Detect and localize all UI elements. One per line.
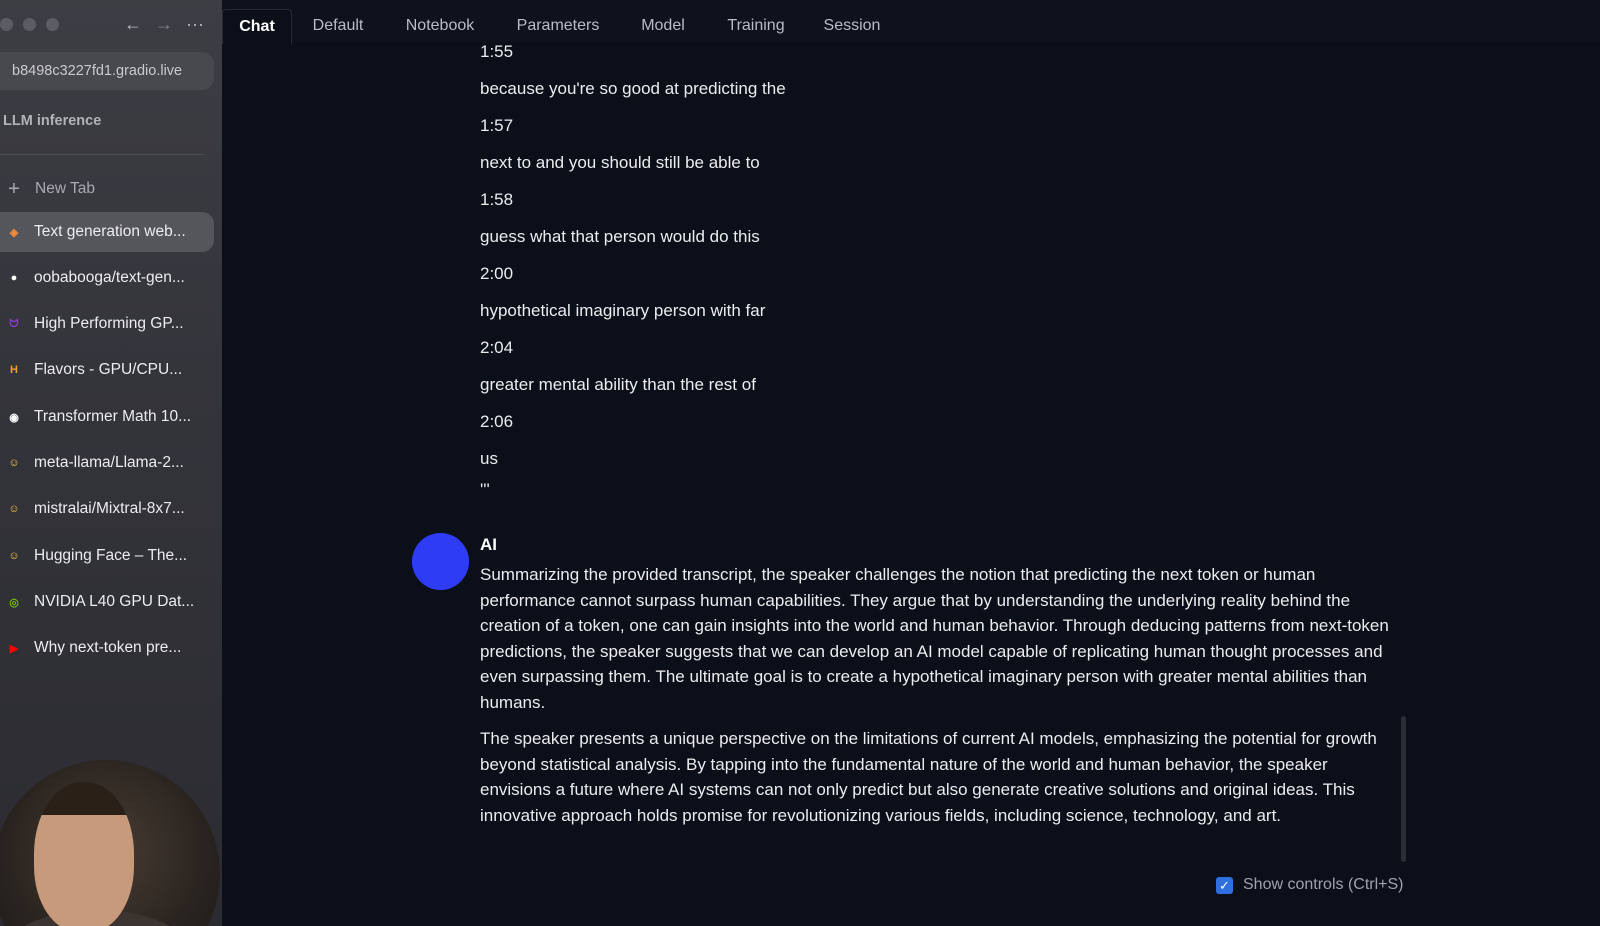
browser-tab-flavors[interactable] — [0, 350, 214, 390]
browser-tab-label: oobabooga/text-gen... — [34, 269, 185, 286]
browser-tab-label: meta-llama/Llama-2... — [34, 454, 184, 471]
tab-model[interactable]: Model — [641, 17, 685, 34]
forward-arrow-icon[interactable]: → — [155, 14, 173, 34]
webcam-person-head — [34, 782, 134, 926]
checkbox-checked-icon[interactable]: ✓ — [1216, 877, 1233, 894]
huggingface-icon: ☺ — [8, 503, 20, 515]
browser-tab-label: Flavors - GPU/CPU... — [34, 361, 183, 378]
browser-tab-label: NVIDIA L40 GPU Dat... — [34, 593, 195, 610]
ai-message-paragraph: The speaker presents a unique perspective on the limitations of current AI models, emphasizing the potential for growth beyond statistical analysis. By tapping into the fundamental nature of the world and human behavior, the speaker envisions a future where AI systems can not only predict but also generate creative solutions and original ideas. This innovative approach holds promise for revolutionizing various fields, including science, technology, and art. — [480, 729, 1377, 825]
gradio-icon: ◈ — [9, 226, 19, 239]
tab-notebook[interactable]: Notebook — [405, 17, 475, 34]
space-label: LLM inference — [3, 113, 102, 129]
youtube-icon: ▶ — [9, 642, 19, 655]
browser-tab-runpod[interactable] — [0, 304, 214, 344]
transcript-text: guess what that person would do this — [480, 227, 760, 246]
browser-tab-hugging-face[interactable] — [0, 536, 214, 576]
browser-tab-label: Text generation web... — [34, 223, 186, 240]
show-controls-toggle[interactable] — [1216, 876, 1404, 894]
nvidia-icon: ◎ — [9, 596, 19, 609]
minimize-window-button[interactable] — [23, 18, 36, 31]
ai-avatar — [412, 533, 469, 590]
more-options-icon[interactable]: ··· — [186, 14, 204, 34]
transcript-timestamp: 1:55 — [480, 42, 514, 61]
browser-tab-label: High Performing GP... — [34, 315, 184, 332]
runpod-icon: ᗢ — [9, 317, 19, 330]
browser-tab-label: Hugging Face – The... — [34, 547, 188, 564]
transcript-text: us — [480, 449, 498, 468]
close-window-button[interactable] — [0, 18, 13, 31]
transcript-text: because you're so good at predicting the — [480, 79, 786, 98]
transcript-text: greater mental ability than the rest of — [480, 375, 756, 394]
huggingface-icon: ☺ — [8, 457, 20, 469]
ai-message-paragraph: Summarizing the provided transcript, the speaker challenges the notion that predicting the next token or human performance cannot surpass human capabilities. They argue that by understanding the underlying reality behind the creation of a token, one can gain insights into the world and human behavior. Through deducing patterns from next-token predictions, the speaker suggests that we can develop an AI model capable of replicating human thought processes and even surpassing them. The ultimate goal is to create a hypothetical imaginary person with greater mental abilities than humans. — [480, 565, 1389, 712]
sidebar-divider — [0, 154, 205, 155]
url-bar[interactable]: b8498c3227fd1.gradio.live — [0, 52, 214, 90]
tab-parameters[interactable]: Parameters — [516, 17, 600, 34]
tab-training[interactable]: Training — [727, 17, 785, 34]
browser-tab-label: mistralai/Mixtral-8x7... — [34, 500, 185, 517]
browser-tab-llama[interactable] — [0, 443, 214, 483]
transcript-timestamp: 2:04 — [480, 338, 514, 357]
tab-default[interactable]: Default — [312, 17, 364, 34]
transcript-timestamp: 1:58 — [480, 190, 514, 209]
transcript-timestamp: 1:57 — [480, 116, 514, 135]
ai-sender-name: AI — [480, 535, 497, 554]
app-tab-bar — [222, 0, 1600, 42]
huggingface-icon: ☺ — [8, 550, 20, 562]
transcript-text: next to and you should still be able to — [480, 153, 760, 172]
new-tab-button[interactable] — [6, 176, 95, 202]
browser-tab-label: Transformer Math 10... — [34, 408, 192, 425]
flavors-icon: H — [10, 364, 18, 376]
maximize-window-button[interactable] — [46, 18, 59, 31]
browser-tab-transformer-math[interactable] — [0, 397, 214, 437]
webcam-overlay — [0, 760, 220, 926]
browser-tab-label: Why next-token pre... — [34, 639, 182, 656]
browser-tab-youtube[interactable] — [0, 628, 214, 668]
chat-scrollbar[interactable] — [1401, 716, 1406, 862]
browser-tab-github[interactable] — [0, 258, 214, 298]
browser-tab-text-generation[interactable] — [0, 212, 214, 252]
browser-tab-mixtral[interactable] — [0, 489, 214, 529]
transcript-timestamp: 2:06 — [480, 412, 514, 431]
browser-sidebar — [0, 0, 222, 926]
transcript-text: hypothetical imaginary person with far — [480, 301, 766, 320]
plus-icon: + — [8, 177, 20, 200]
github-icon: ● — [10, 272, 18, 284]
show-controls-label: Show controls (Ctrl+S) — [1243, 876, 1404, 893]
eleuther-icon: ◉ — [9, 411, 19, 424]
browser-tab-nvidia[interactable] — [0, 582, 214, 622]
tab-chat[interactable]: Chat — [222, 9, 292, 44]
tab-session[interactable]: Session — [823, 17, 881, 34]
back-arrow-icon[interactable]: ← — [124, 14, 142, 34]
transcript-closing-quotes: ''' — [480, 480, 490, 499]
new-tab-label: New Tab — [35, 180, 96, 197]
transcript-timestamp: 2:00 — [480, 264, 514, 283]
chat-history — [222, 42, 1600, 926]
